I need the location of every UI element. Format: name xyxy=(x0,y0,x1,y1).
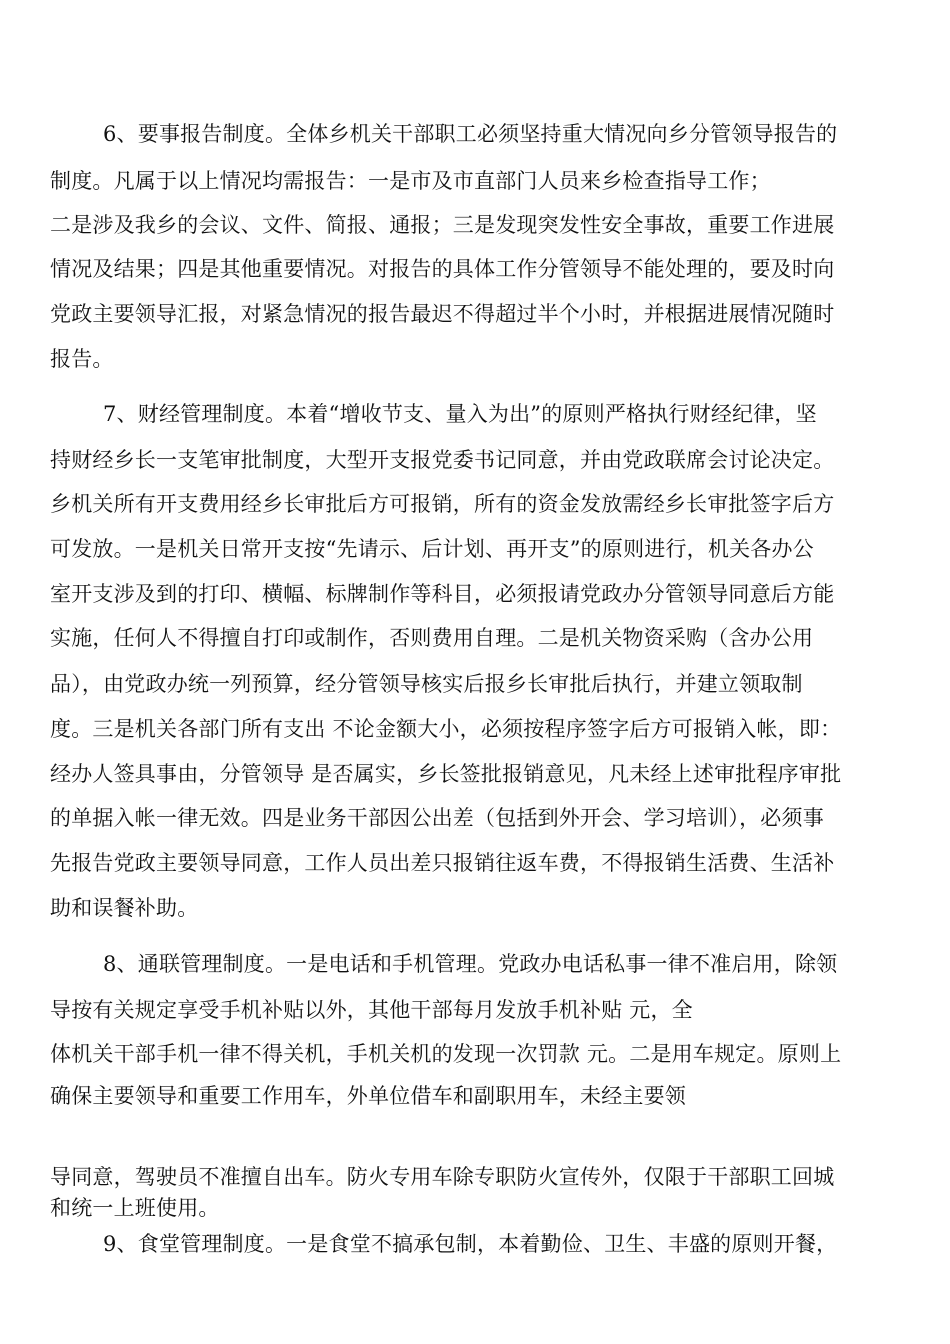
paragraph-8-line-4: 确保主要领导和重要工作用车，外单位借车和副职用车，未经主要领 xyxy=(50,1084,686,1108)
paragraph-7-line-5: 室开支涉及到的打印、横幅、标牌制作等科目，必须报请党政办分管领导同意后方能 xyxy=(50,582,835,606)
paragraph-7-line-7: 品），由党政办统一列预算，经分管领导核实后报乡长审批后执行，并建立领取制 xyxy=(50,672,803,696)
paragraph-7-line-6: 实施，任何人不得擅自打印或制作，否则费用自理。二是机关物资采购（含办公用 xyxy=(50,626,814,650)
paragraph-6-line-5: 党政主要领导汇报，对紧急情况的报告最迟不得超过半个小时，并根据进展情况随时 xyxy=(50,302,835,326)
paragraph-6-line-3: 二是涉及我乡的会议、文件、简报、通报；三是发现突发性安全事故，重要工作进展 xyxy=(50,213,835,237)
paragraph-7-line-12: 助和误餐补助。 xyxy=(50,896,199,920)
paragraph-7-line-10: 的单据入帐一律无效。四是业务干部因公出差（包括到外开会、学习培训），必须事 xyxy=(50,806,824,830)
paragraph-8-line-6: 和统一上班使用。 xyxy=(50,1196,220,1220)
paragraph-7-line-9: 经办人签具事由，分管领导 是否属实，乡长签批报销意见，凡未经上述审批程序审批 xyxy=(50,762,842,786)
paragraph-8-line-2: 导按有关规定享受手机补贴以外，其他干部每月发放手机补贴 元，全 xyxy=(50,998,693,1022)
paragraph-7-line-3: 乡机关所有开支费用经乡长审批后方可报销，所有的资金发放需经乡长审批签字后方 xyxy=(50,492,835,516)
paragraph-8-line-5: 导同意，驾驶员不准擅自出车。防火专用车除专职防火宣传外，仅限于干部职工回城 xyxy=(50,1165,835,1189)
paragraph-6-line-1: 6、要事报告制度。全体乡机关干部职工必须坚持重大情况向乡分管领导报告的 xyxy=(103,122,838,146)
paragraph-8-line-3: 体机关干部手机一律不得关机，手机关机的发现一次罚款 元。二是用车规定。原则上 xyxy=(50,1042,842,1066)
paragraph-6-line-4: 情况及结果；四是其他重要情况。对报告的具体工作分管领导不能处理的，要及时向 xyxy=(50,257,835,281)
paragraph-6-line-6: 报告。 xyxy=(50,347,114,371)
paragraph-8-line-1: 8、通联管理制度。一是电话和手机管理。党政办电话私事一律不准启用，除领 xyxy=(103,952,838,976)
paragraph-6-line-2: 制度。凡属于以上情况均需报告：一是市及市直部门人员来乡检查指导工作； xyxy=(50,169,771,193)
paragraph-9-line-1: 9、食堂管理制度。一是食堂不搞承包制，本着勤俭、卫生、丰盛的原则开餐， xyxy=(103,1232,838,1256)
paragraph-7-line-1: 7、财经管理制度。本着“增收节支、量入为出”的原则严格执行财经纪律，坚 xyxy=(103,402,817,426)
paragraph-7-line-4: 可发放。一是机关日常开支按“先请示、后计划、再开支”的原则进行，机关各办公 xyxy=(50,537,814,561)
paragraph-7-line-11: 先报告党政主要领导同意，工作人员出差只报销往返车费，不得报销生活费、生活补 xyxy=(50,851,835,875)
paragraph-7-line-8: 度。三是机关各部门所有支出 不论金额大小，必须按程序签字后方可报销入帐，即： xyxy=(50,717,842,741)
paragraph-7-line-2: 持财经乡长一支笔审批制度，大型开支报党委书记同意，并由党政联席会讨论决定。 xyxy=(50,448,835,472)
